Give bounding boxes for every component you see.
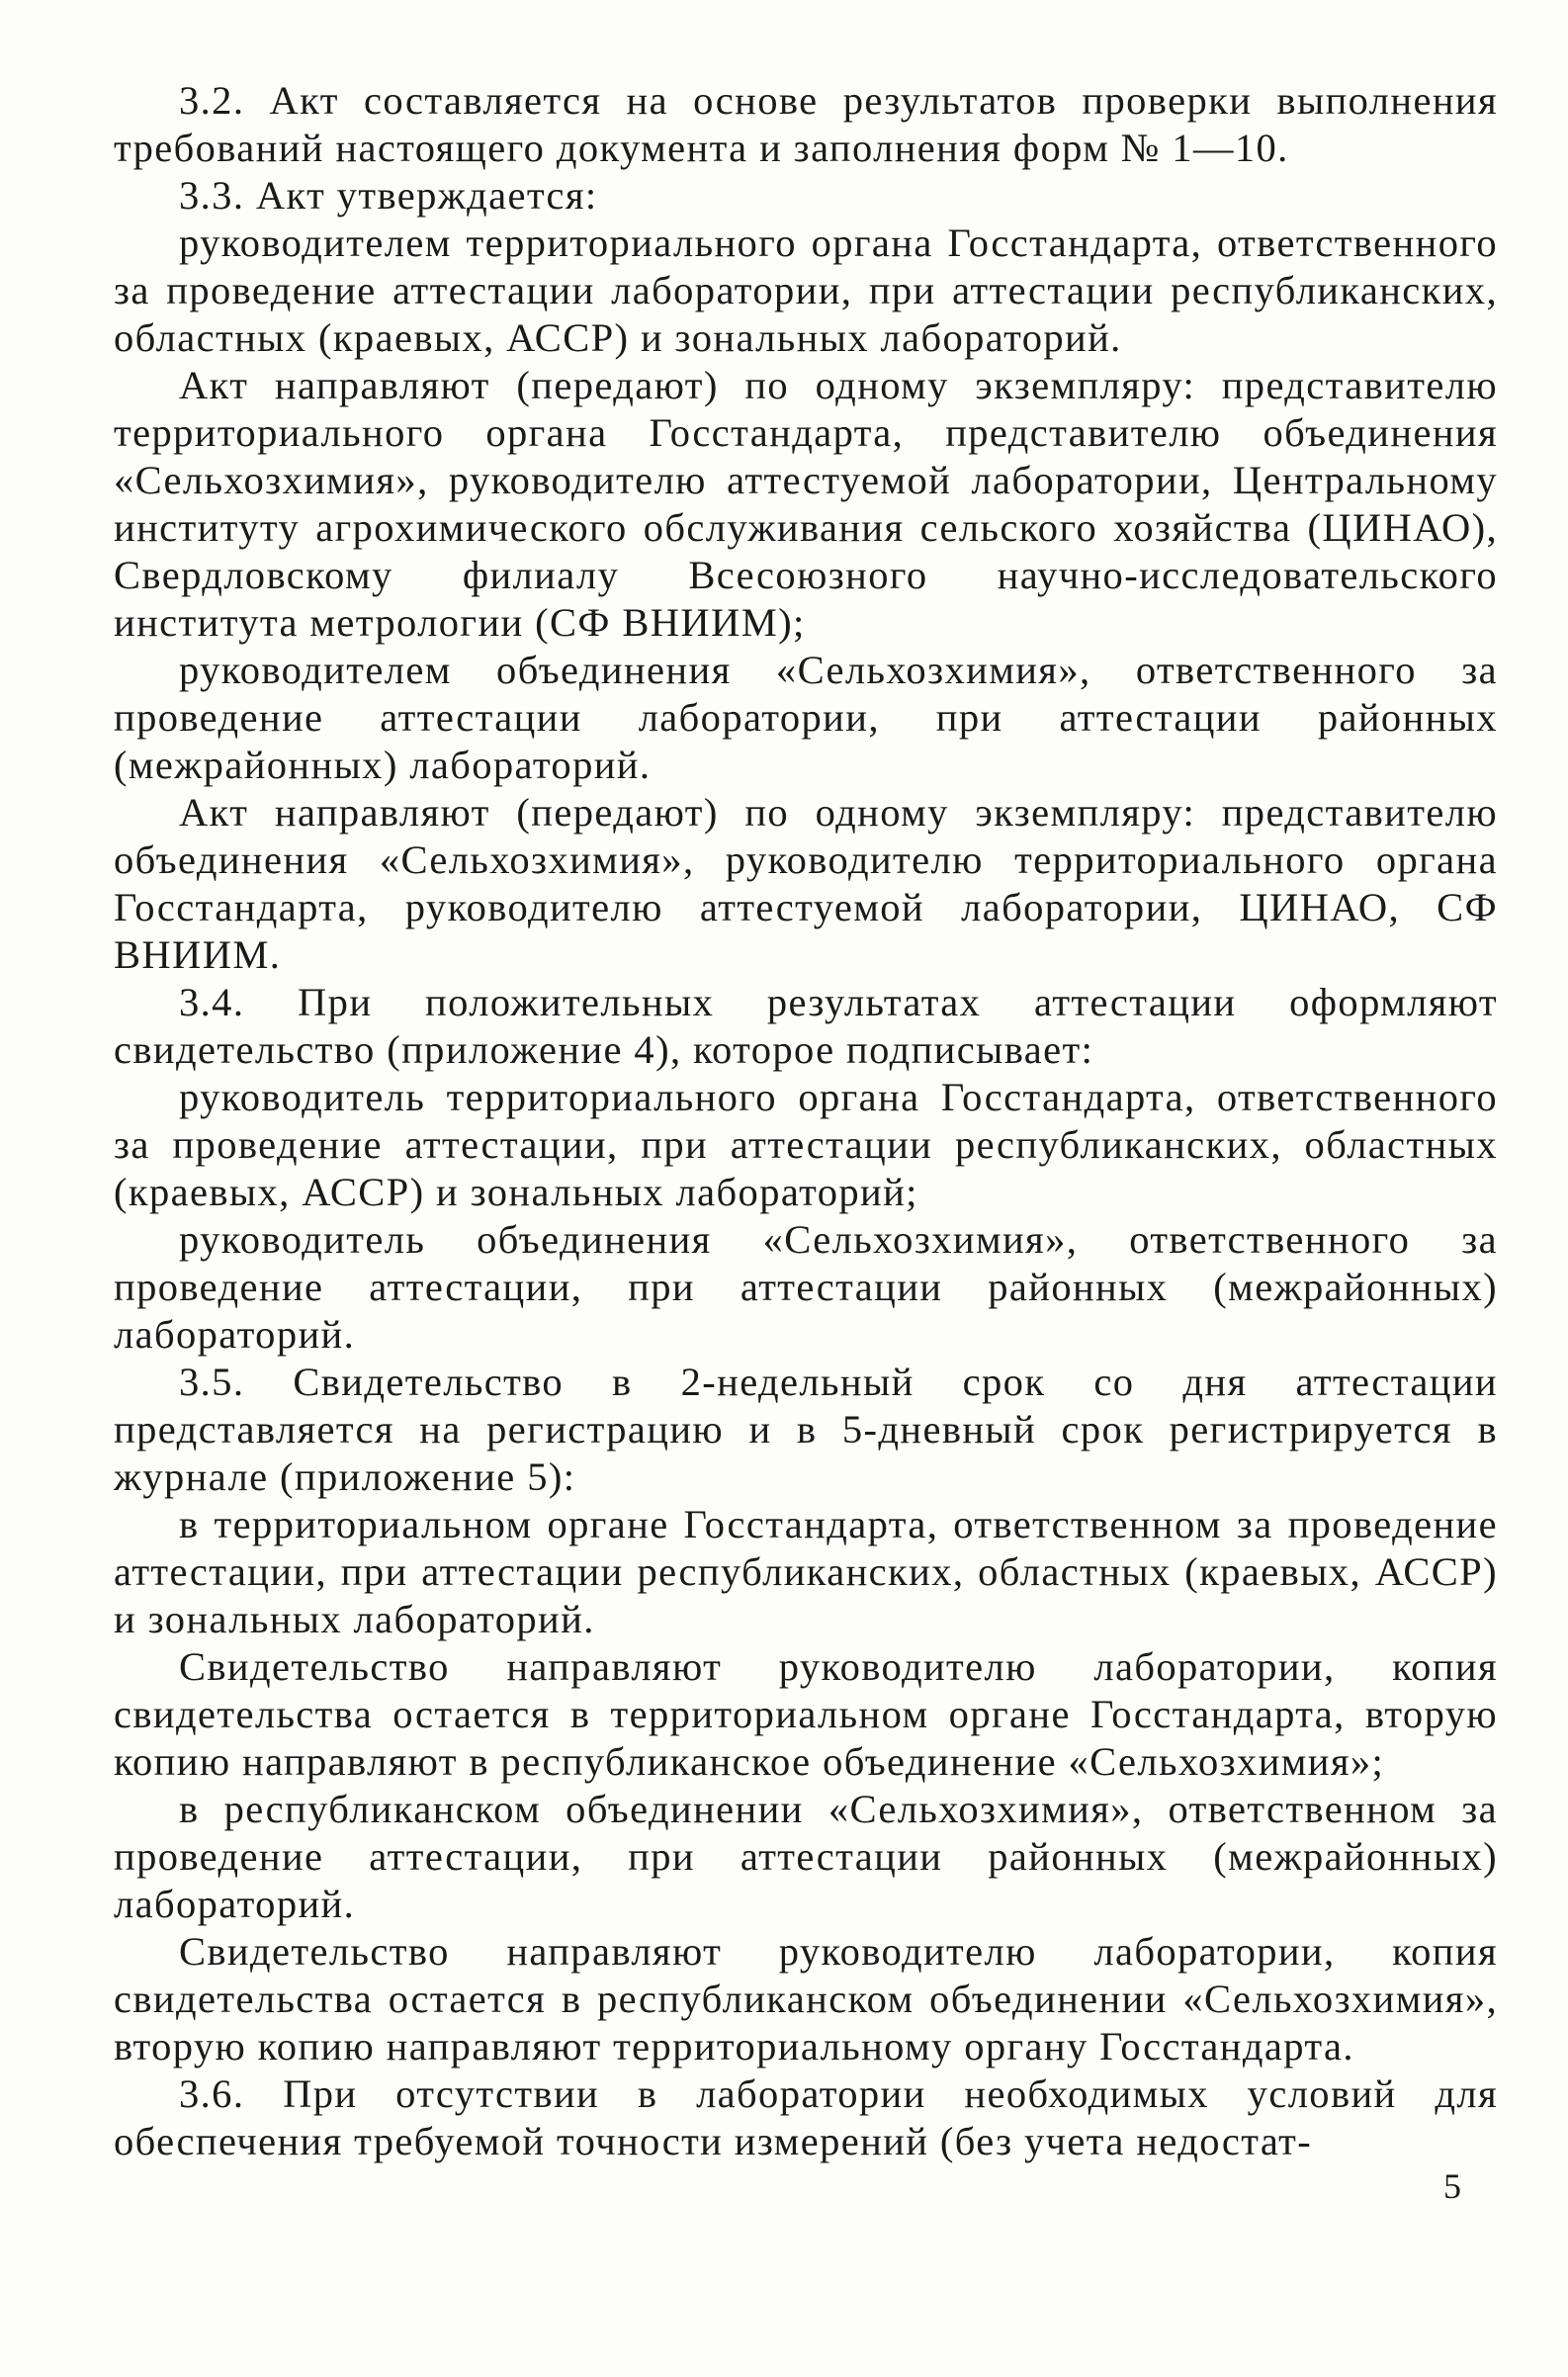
paragraph-approval-territorial: руководителем территориального органа Госстандарта, ответственного за проведение аттестации лаборатории, при аттестации республиканских, областных (краевых, АССР) и зональных лабораторий. — [114, 220, 1498, 360]
paragraph-registration-territorial: в территориальном органе Госстандарта, ответственном за проведение аттестации, при аттестации республиканских, областных (краевых, АССР) и зональных лабораторий. — [114, 1502, 1498, 1641]
paragraph-certificate-association: Свидетельство направляют руководителю лаборатории, копия свидетельства остается в республиканском объединении «Сельхозхимия», вторую копию направляют территориальному органу Госстандарта. — [114, 1929, 1498, 2069]
paragraph-3-4: 3.4. При положительных результатах аттестации оформляют свидетельство (приложение 4), которое подписывает: — [114, 980, 1498, 1072]
paragraph-approval-association: руководителем объединения «Сельхозхимия», ответственного за проведение аттестации лаборатории, при аттестации районных (межрайонных) лабораторий. — [114, 648, 1498, 787]
body-text — [114, 77, 1498, 2165]
paragraph-3-2: 3.2. Акт составляется на основе результатов проверки выполнения требований настоящего документа и заполнения форм № 1—10. — [114, 78, 1498, 170]
paragraph-signer-territorial: руководитель территориального органа Госстандарта, ответственного за проведение аттестации, при аттестации республиканских, областных (краевых, АССР) и зональных лабораторий; — [114, 1075, 1498, 1214]
paragraph-3-6: 3.6. При отсутствии в лаборатории необходимых условий для обеспечения требуемой точности измерений (без учета недостат- — [114, 2071, 1498, 2163]
paragraph-3-5: 3.5. Свидетельство в 2-недельный срок со дня аттестации представляется на регистрацию и в 5-дневный срок регистрируется в журнале (приложение 5): — [114, 1360, 1498, 1499]
paragraph-distribution-territorial: Акт направляют (передают) по одному экземпляру: представителю территориального органа Госстандарта, представителю объединения «Сельхозхимия», руководителю аттестуемой лаборатории, Центральному институту агрохимического обслуживания сельского хозяйства (ЦИНАО), Свердловскому филиалу Всесоюзного научно-исследовательского института метрологии (СФ ВНИИМ); — [114, 363, 1498, 645]
paragraph-distribution-association: Акт направляют (передают) по одному экземпляру: представителю объединения «Сельхозхимия», руководителю территориального органа Госстандарта, руководителю аттестуемой лаборатории, ЦИНАО, СФ ВНИИМ. — [114, 790, 1498, 977]
paragraph-certificate-territorial: Свидетельство направляют руководителю лаборатории, копия свидетельства остается в территориальном органе Госстандарта, вторую копию направляют в республиканское объединение «Сельхозхимия»; — [114, 1644, 1498, 1784]
paragraph-registration-association: в республиканском объединении «Сельхозхимия», ответственном за проведение аттестации, при аттестации районных (межрайонных) лабораторий. — [114, 1787, 1498, 1926]
paragraph-signer-association: руководитель объединения «Сельхозхимия», ответственного за проведение аттестации, при аттестации районных (межрайонных) лабораторий. — [114, 1217, 1498, 1357]
paragraph-3-3: 3.3. Акт утверждается: — [179, 173, 598, 218]
page-number: 5 — [1443, 2166, 1461, 2206]
